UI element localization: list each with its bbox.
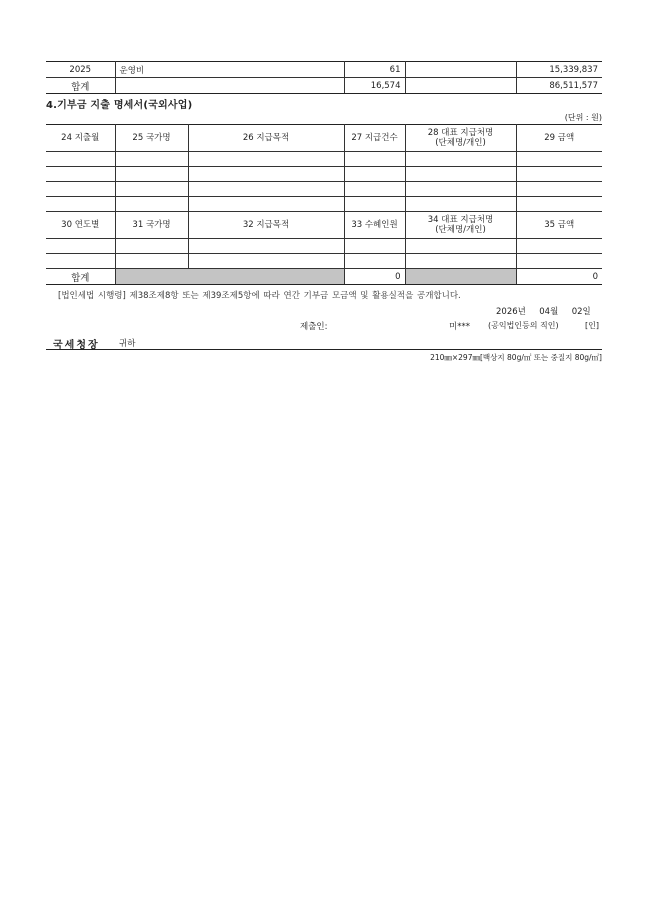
header-cell: 24 지출월 — [46, 125, 115, 152]
submitter-name: 미*** — [449, 322, 470, 332]
empty-row — [46, 254, 602, 269]
header-cell: 26 지급목적 — [188, 125, 344, 152]
header-line: 34 대표 지급처명 — [427, 215, 494, 225]
total-label-cell: 합계 — [46, 78, 115, 94]
year-cell: 2025 — [46, 62, 115, 78]
count-cell: 61 — [344, 62, 405, 78]
overseas-expenditure-table — [46, 124, 602, 285]
blank-cell — [405, 62, 516, 78]
honorific: 귀하 — [119, 339, 136, 349]
empty-row — [46, 152, 602, 167]
seal-mark: [인] — [585, 321, 599, 330]
amount-cell: 15,339,837 — [516, 62, 602, 78]
legal-note: [법인세법 시행령] 제38조제8항 또는 제39조제5항에 따라 연간 기부금 모금액 및 활용실적을 공개합니다. — [58, 291, 461, 301]
table-row — [46, 62, 602, 78]
date-year: 2026년 — [496, 307, 526, 317]
header-cell: 35 금액 — [516, 212, 602, 239]
total-count-cell: 0 — [344, 269, 405, 285]
table-header-row — [46, 212, 602, 239]
item-cell: 운영비 — [115, 62, 344, 78]
header-cell: 25 국가명 — [115, 125, 188, 152]
blank-cell — [405, 78, 516, 94]
date-day: 02일 — [571, 307, 591, 317]
header-cell: 30 연도별 — [46, 212, 115, 239]
header-line: (단체명/개인) — [435, 138, 486, 148]
section-title: 4.기부금 지출 명세서(국외사업) — [46, 100, 193, 111]
header-line: (단체명/개인) — [435, 225, 486, 235]
revenue-summary-table — [46, 61, 602, 94]
submitter-label: 제출인: — [300, 322, 328, 332]
empty-row — [46, 239, 602, 254]
total-row — [46, 269, 602, 285]
shaded-cell — [115, 269, 344, 285]
header-cell: 32 지급목적 — [188, 212, 344, 239]
table-header-row — [46, 125, 602, 152]
table-row — [46, 78, 602, 94]
recipient: 국세청장 — [53, 340, 100, 351]
empty-row — [46, 167, 602, 182]
submission-date — [496, 305, 591, 317]
header-cell: 27 지급건수 — [344, 125, 405, 152]
item-cell — [115, 78, 344, 94]
header-line: 28 대표 지급처명 — [427, 128, 494, 138]
header-cell — [405, 125, 516, 152]
shaded-cell — [405, 269, 516, 285]
header-cell: 33 수혜인원 — [344, 212, 405, 239]
header-cell — [405, 212, 516, 239]
total-amount-cell: 0 — [516, 269, 602, 285]
divider — [46, 349, 602, 350]
paper-spec: 210㎜×297㎜[백상지 80g/㎡ 또는 중질지 80g/㎡] — [430, 353, 602, 362]
header-cell: 29 금액 — [516, 125, 602, 152]
empty-row — [46, 182, 602, 197]
amount-cell: 86,511,577 — [516, 78, 602, 94]
header-cell: 31 국가명 — [115, 212, 188, 239]
unit-label: (단위 : 원) — [564, 113, 602, 122]
empty-row — [46, 197, 602, 212]
total-label-cell: 합계 — [46, 269, 115, 285]
count-cell: 16,574 — [344, 78, 405, 94]
date-month: 04월 — [539, 307, 559, 317]
submitter-role: (공익법인등의 직인) — [488, 321, 559, 330]
